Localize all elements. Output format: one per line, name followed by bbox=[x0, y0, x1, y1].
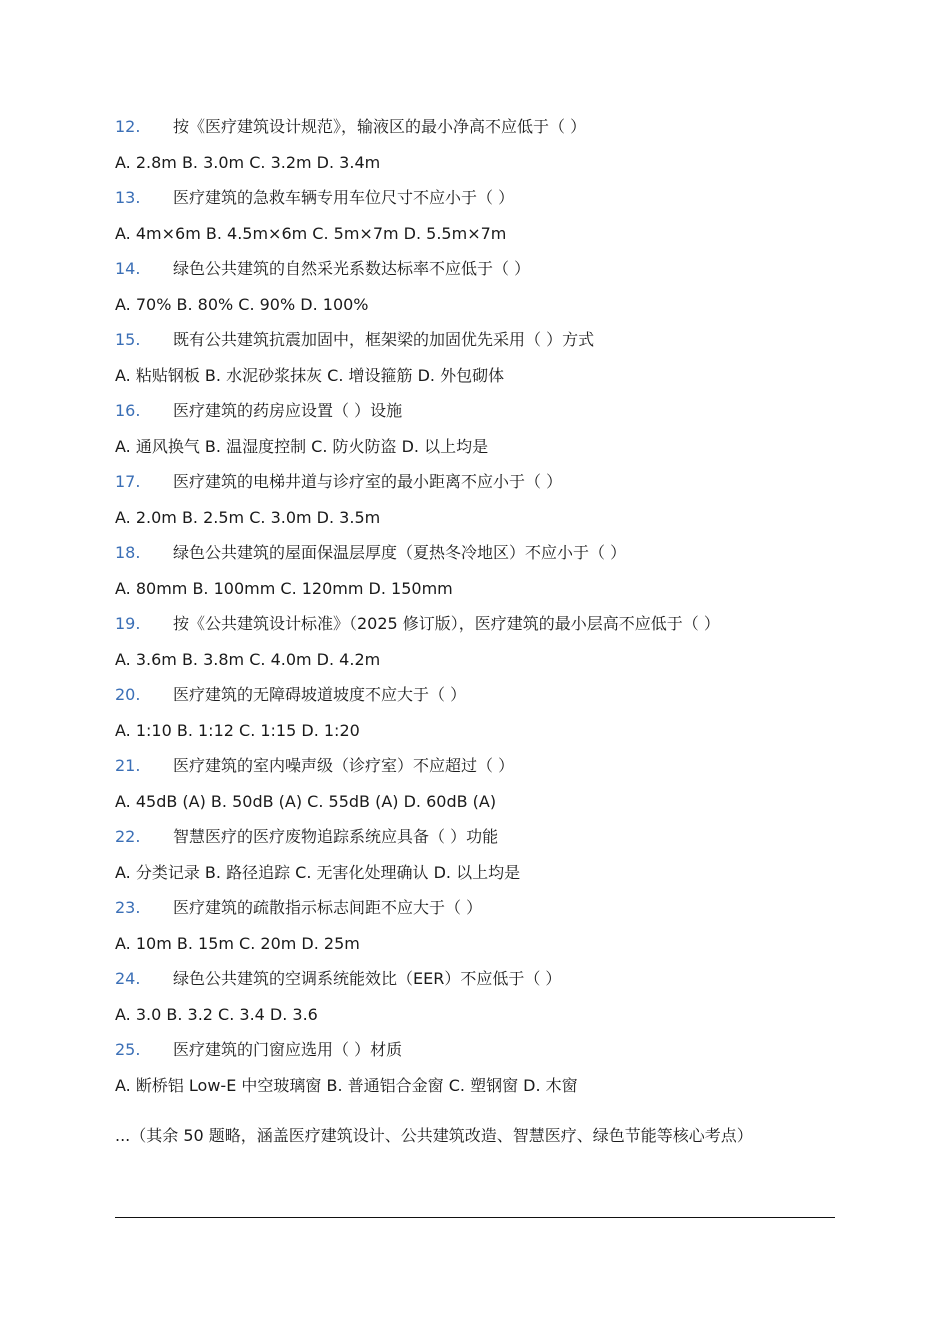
question bbox=[115, 183, 845, 219]
question-text: 医疗建筑的药房应设置（ ）设施 bbox=[173, 401, 403, 420]
answer-options: A. 1:10 B. 1:12 C. 1:15 D. 1:20 bbox=[115, 721, 360, 740]
question-number: 21. bbox=[115, 756, 141, 775]
question-number: 19. bbox=[115, 614, 141, 633]
question bbox=[115, 325, 845, 361]
answer-options: A. 3.6m B. 3.8m C. 4.0m D. 4.2m bbox=[115, 650, 381, 669]
answer-options: A. 10m B. 15m C. 20m D. 25m bbox=[115, 934, 360, 953]
question-number: 23. bbox=[115, 898, 141, 917]
question bbox=[115, 538, 845, 574]
question-text: 医疗建筑的疏散指示标志间距不应大于（ ） bbox=[173, 898, 483, 917]
answer-options: A. 2.8m B. 3.0m C. 3.2m D. 3.4m bbox=[115, 153, 381, 172]
question-number: 12. bbox=[115, 117, 141, 136]
question-list bbox=[115, 112, 845, 1106]
answer-options: A. 4m×6m B. 4.5m×6m C. 5m×7m D. 5.5m×7m bbox=[115, 224, 507, 243]
question-text: 智慧医疗的医疗废物追踪系统应具备（ ）功能 bbox=[173, 827, 499, 846]
question-number: 17. bbox=[115, 472, 141, 491]
question bbox=[115, 467, 845, 503]
question bbox=[115, 822, 845, 858]
omitted-questions-note: ...（其余 50 题略，涵盖医疗建筑设计、公共建筑改造、智慧医疗、绿色节能等核心考点） bbox=[115, 1126, 753, 1145]
question bbox=[115, 680, 845, 716]
answer-options: A. 断桥铝 Low-E 中空玻璃窗 B. 普通铝合金窗 C. 塑钢窗 D. 木窗 bbox=[115, 1076, 578, 1095]
question-number: 13. bbox=[115, 188, 141, 207]
question-number: 20. bbox=[115, 685, 141, 704]
question-text: 绿色公共建筑的屋面保温层厚度（夏热冬冷地区）不应小于（ ） bbox=[173, 543, 627, 562]
question-text: 既有公共建筑抗震加固中，框架梁的加固优先采用（ ）方式 bbox=[173, 330, 595, 349]
question bbox=[115, 893, 845, 929]
question-text: 医疗建筑的无障碍坡道坡度不应大于（ ） bbox=[173, 685, 467, 704]
question bbox=[115, 112, 845, 148]
answer-options: A. 粘贴钢板 B. 水泥砂浆抹灰 C. 增设箍筋 D. 外包砌体 bbox=[115, 366, 505, 385]
question-number: 24. bbox=[115, 969, 141, 988]
question-text: 医疗建筑的电梯井道与诊疗室的最小距离不应小于（ ） bbox=[173, 472, 563, 491]
question-number: 18. bbox=[115, 543, 141, 562]
question-number: 16. bbox=[115, 401, 141, 420]
answer-options: A. 3.0 B. 3.2 C. 3.4 D. 3.6 bbox=[115, 1005, 318, 1024]
question-text: 按《公共建筑设计标准》（2025 修订版），医疗建筑的最小层高不应低于（ ） bbox=[173, 614, 720, 633]
answer-options: A. 分类记录 B. 路径追踪 C. 无害化处理确认 D. 以上均是 bbox=[115, 863, 521, 882]
question-text: 绿色公共建筑的自然采光系数达标率不应低于（ ） bbox=[173, 259, 531, 278]
question-number: 15. bbox=[115, 330, 141, 349]
question-text: 按《医疗建筑设计规范》，输液区的最小净高不应低于（ ） bbox=[173, 117, 587, 136]
question-number: 25. bbox=[115, 1040, 141, 1059]
answer-options: A. 45dB (A) B. 50dB (A) C. 55dB (A) D. 60dB (A) bbox=[115, 792, 497, 811]
question-text: 医疗建筑的门窗应选用（ ）材质 bbox=[173, 1040, 403, 1059]
question bbox=[115, 1035, 845, 1071]
question-text: 医疗建筑的室内噪声级（诊疗室）不应超过（ ） bbox=[173, 756, 515, 775]
answer-options: A. 通风换气 B. 温湿度控制 C. 防火防盗 D. 以上均是 bbox=[115, 437, 489, 456]
question bbox=[115, 254, 845, 290]
answer-options: A. 80mm B. 100mm C. 120mm D. 150mm bbox=[115, 579, 453, 598]
answer-options: A. 70% B. 80% C. 90% D. 100% bbox=[115, 295, 369, 314]
question bbox=[115, 396, 845, 432]
question-number: 22. bbox=[115, 827, 141, 846]
question-text: 医疗建筑的急救车辆专用车位尺寸不应小于（ ） bbox=[173, 188, 515, 207]
question bbox=[115, 609, 845, 645]
question-number: 14. bbox=[115, 259, 141, 278]
answer-options: A. 2.0m B. 2.5m C. 3.0m D. 3.5m bbox=[115, 508, 381, 527]
question bbox=[115, 751, 845, 787]
question bbox=[115, 964, 845, 1000]
footer-rule bbox=[115, 1217, 835, 1218]
question-text: 绿色公共建筑的空调系统能效比（EER）不应低于（ ） bbox=[173, 969, 562, 988]
